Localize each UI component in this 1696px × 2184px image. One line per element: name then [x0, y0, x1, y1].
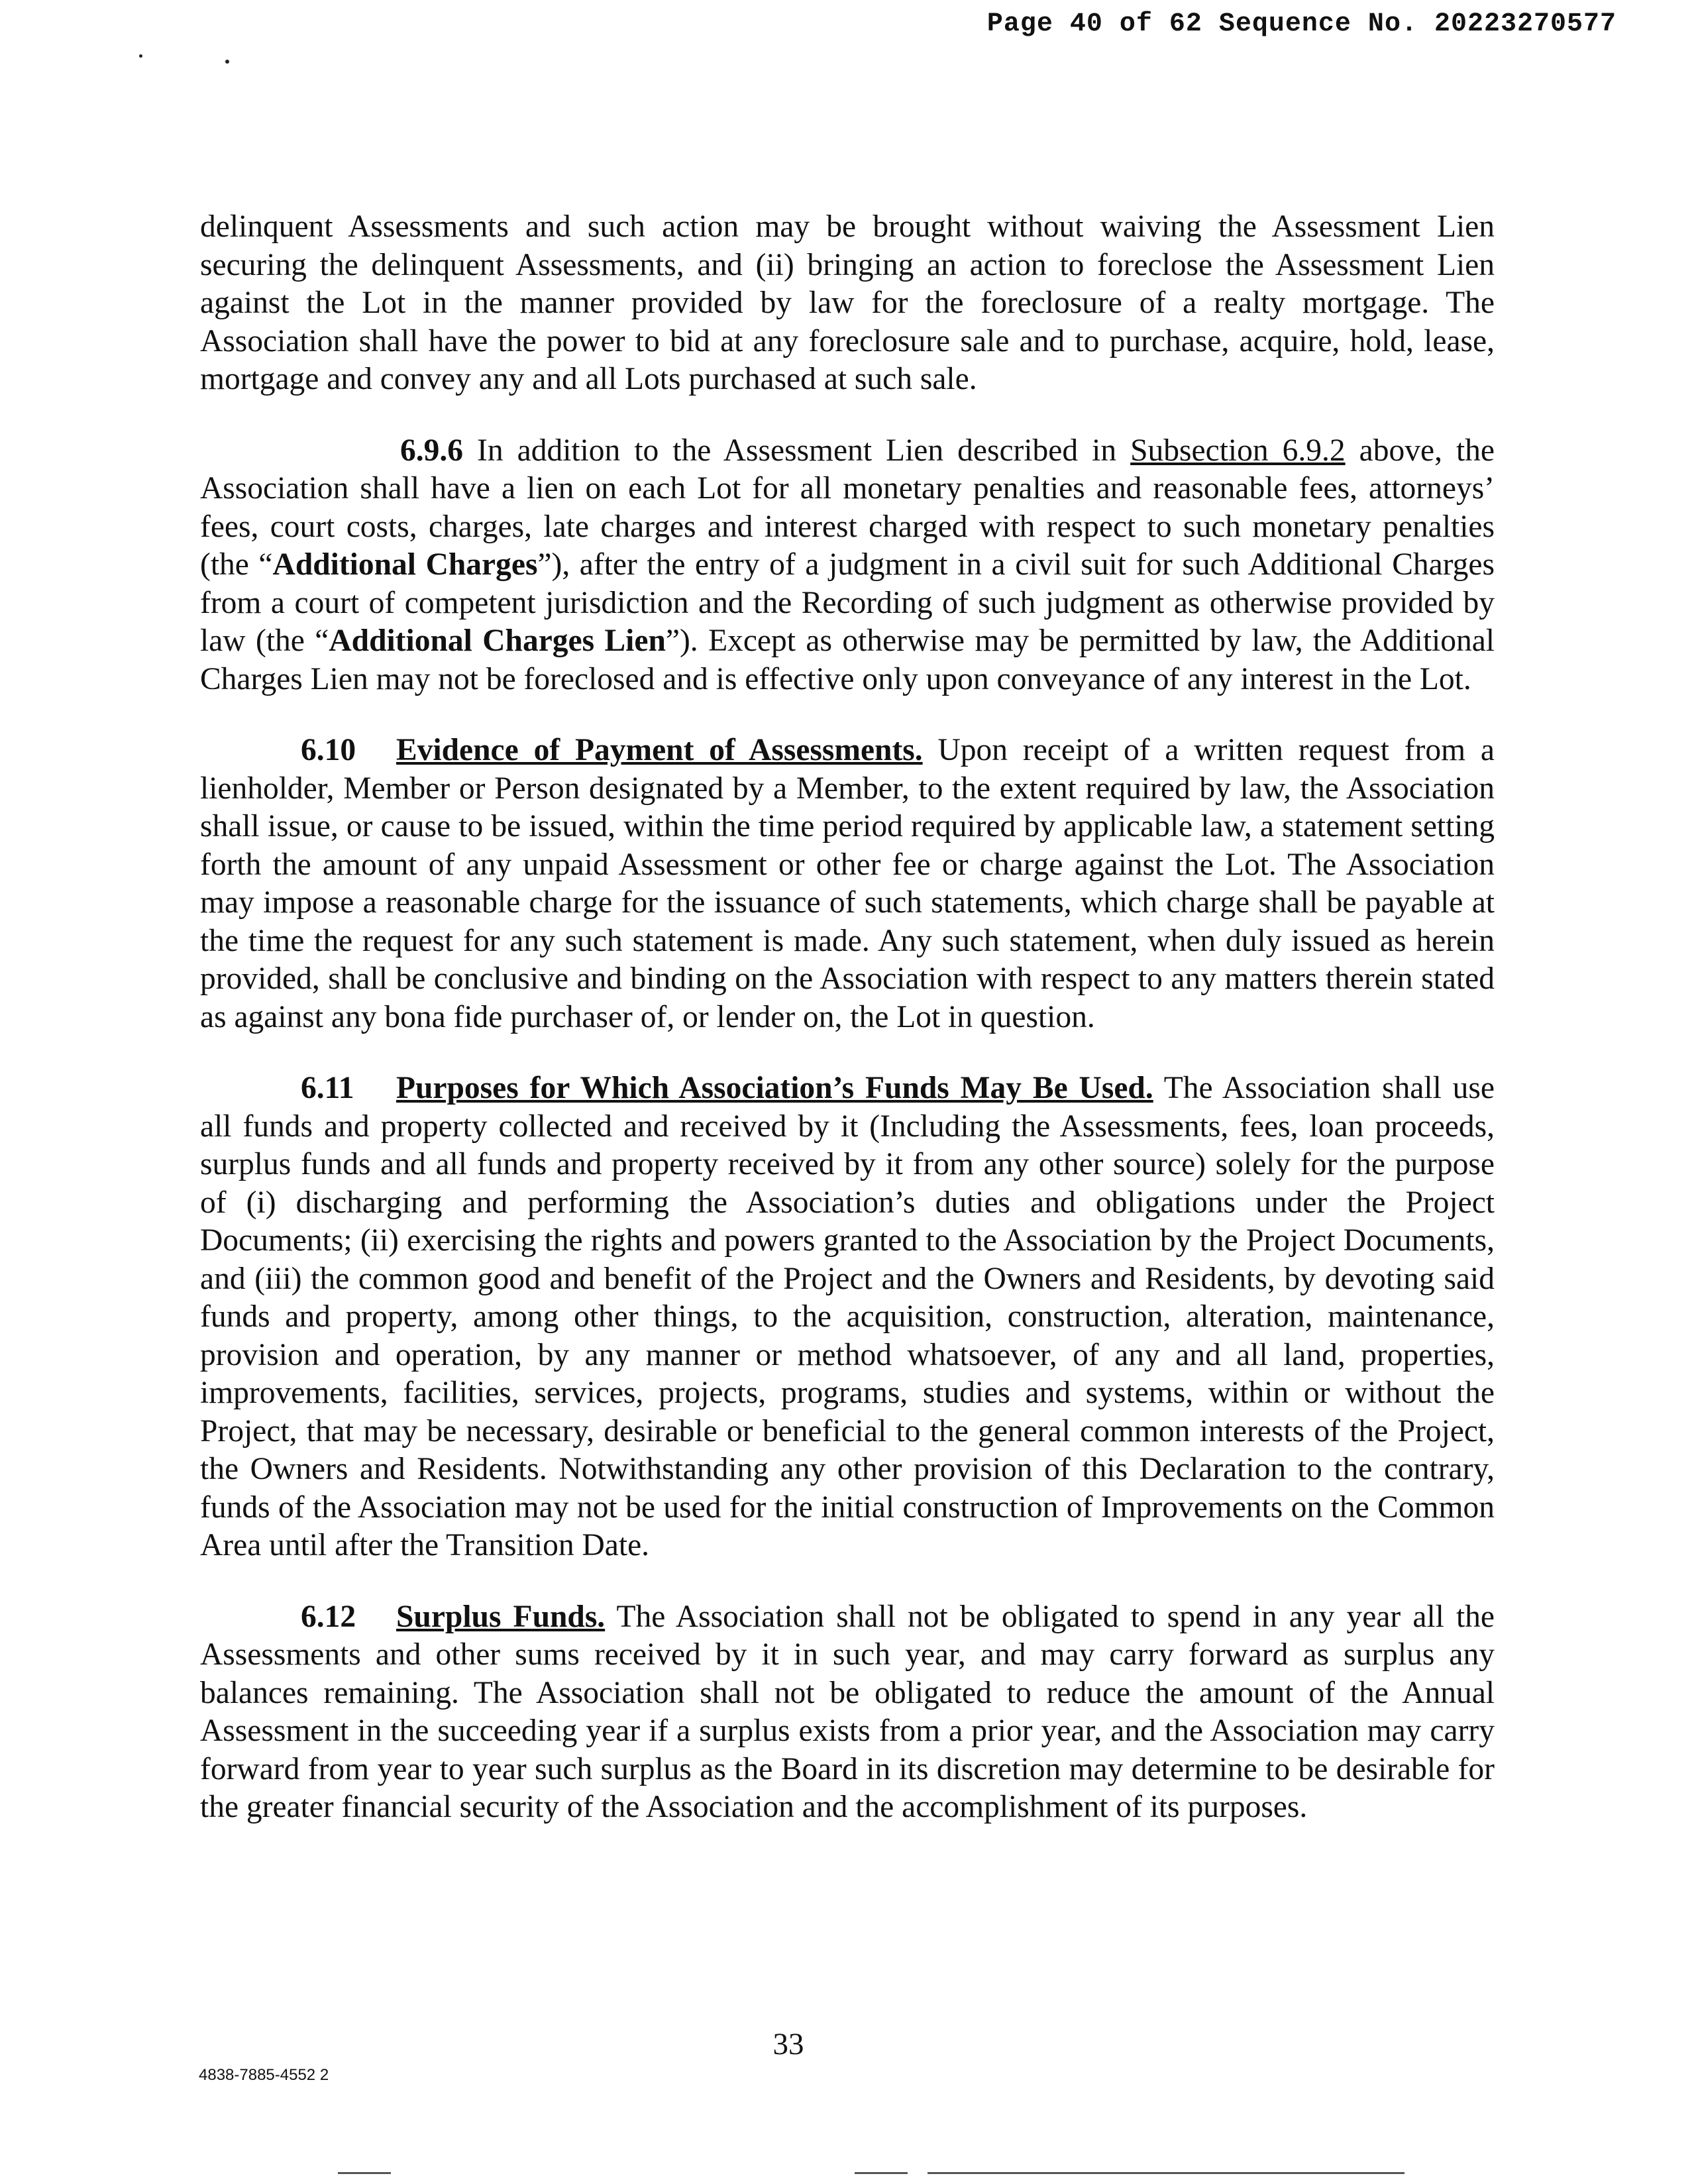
section-number: 6.10 — [301, 733, 356, 767]
defined-term: Additional Charges — [272, 547, 538, 582]
section-heading: Evidence of Payment of Assessments. — [396, 733, 923, 767]
scan-edge-line — [928, 2172, 1404, 2174]
recording-stamp: Page 40 of 62 Sequence No. 20223270577 — [986, 9, 1616, 39]
paragraph-text: delinquent Assessments and such action may be brought without waiving the Assessment Lien securing the delinquent Assessments, and (ii) bringing an action to foreclose the Assessment Lien against the Lot in the manner provided by law for the foreclosure of a realty mortgage. The Association shall have the power to bid at any foreclosure sale and to purchase, acquire, hold, lease, mortgage and convey any and all Lots purchased at such sale. — [200, 209, 1495, 396]
document-body — [200, 208, 1495, 1860]
paragraph-text: ”), after the entry of a judgment in a civil suit for such Additional Charges from a court of competent jurisdiction and the Recording of such judgment as otherwise provided by law (the “ — [200, 547, 1495, 658]
paragraph-text: ”). Except as otherwise may be permitted by law, the Additional Charges Lien may not be foreclosed and is effective only upon conveyance of any interest in the Lot. — [200, 624, 1495, 696]
paragraph-text: The Association shall use all funds and property collected and received by it (Including the Assessments, fees, loan proceeds, surplus funds and all funds and property received by it from any other source) solely for the purpose of (i) discharging and performing the Association’s duties and obligations under the Project Documents; (ii) exercising the rights and powers granted to the Association by the Project Documents, and (iii) the common good and benefit of the Project and the Owners and Residents, by devoting said funds and property, among other things, to the acquisition, construction, alteration, maintenance, provision and operation, by any manner or method whatsoever, of any and all land, properties, improvements, facilities, services, projects, programs, studies and systems, within or without the Project, that may be necessary, desirable or beneficial to the general common interests of the Project, the Owners and Residents. Notwithstanding any other provision of this Declaration to the contrary, funds of the Association may not be used for the initial construction of Improvements on the Common Area until after the Transition Date. — [200, 1071, 1495, 1562]
defined-term: Additional Charges Lien — [329, 624, 666, 658]
section-number: 6.11 — [301, 1071, 354, 1105]
section-heading: Surplus Funds. — [396, 1599, 606, 1634]
section-number: 6.9.6 — [400, 433, 463, 468]
section-number: 6.12 — [301, 1599, 356, 1634]
page-number: 33 — [772, 2027, 804, 2061]
paragraph-text: The Association shall not be obligated to spend in any year all the Assessments and other sums received by it in such year, and may carry forward as surplus any balances remaining. The Association shall not be obligated to reduce the amount of the Annual Assessment in the succeeding year if a surplus exists from a prior year, and the Association may carry forward from year to year such surplus as the Board in its discretion may determine to be desirable for the greater financial security of the Association and the accomplishment of its purposes. — [200, 1599, 1495, 1824]
scan-speck — [225, 60, 229, 64]
paragraph-text: In addition to the Assessment Lien described in — [463, 433, 1131, 468]
document-id: 4838-7885-4552 2 — [199, 2066, 329, 2084]
scan-speck — [139, 54, 142, 58]
paragraph-text: above, the Association shall have a lien on each Lot for all monetary penalties and reasonable fees, attorneys’ fees, court costs, charges, late charges and interest charged with respect to such monetary penalties (the “ — [200, 433, 1495, 582]
section-6-9-6 — [200, 432, 1495, 699]
paragraph-text: Upon receipt of a written request from a lienholder, Member or Person designated by a Member, to the extent required by law, the Association shall issue, or cause to be issued, within the time period required by applicable law, a statement setting forth the amount of any unpaid Assessment or other fee or charge against the Lot. The Association may impose a reasonable charge for the issuance of such statements, which charge shall be payable at the time the request for any such statement is made. Any such statement, when duly issued as herein provided, shall be conclusive and binding on the Association with respect to any matters therein stated as against any bona fide purchaser of, or lender on, the Lot in question. — [200, 733, 1495, 1034]
paragraph-continuation — [200, 208, 1495, 399]
section-heading: Purposes for Which Association’s Funds May Be Used. — [396, 1071, 1153, 1105]
section-6-12 — [200, 1598, 1495, 1827]
scan-edge-line — [855, 2172, 908, 2174]
section-6-11 — [200, 1069, 1495, 1565]
section-6-10 — [200, 732, 1495, 1036]
cross-reference: Subsection 6.9.2 — [1130, 433, 1346, 468]
scan-edge-line — [338, 2172, 391, 2174]
